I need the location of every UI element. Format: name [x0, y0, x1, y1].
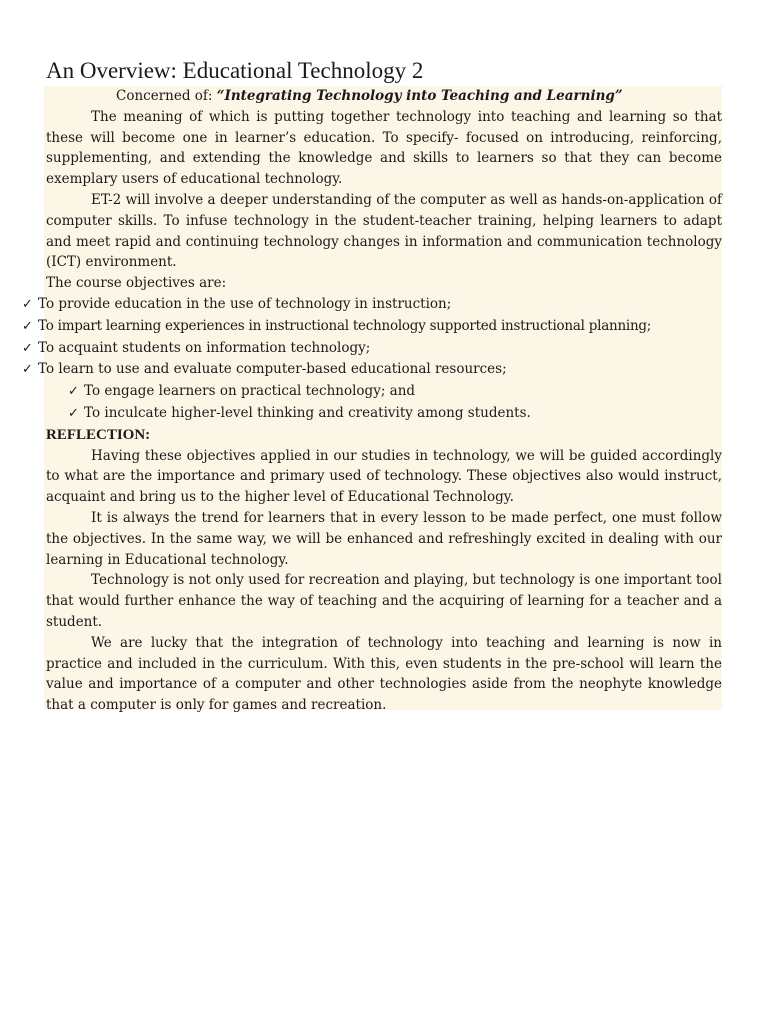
checkmark-icon: ✓	[68, 405, 79, 421]
checkmark-icon: ✓	[68, 384, 79, 400]
intro-paragraph: The meaning of which is putting together technology into teaching and learning so that these will become one in learner’s education. To specify- focused on introducing, reinforcing, supplementing, and extending the knowledge and skills to learners so that they can become exemplary users of educational technology.	[46, 108, 722, 188]
sub-objective-item	[68, 403, 722, 425]
objectives-list	[22, 294, 722, 425]
objective-text: To acquaint students on information technology;	[38, 339, 371, 356]
checkmark-icon: ✓	[22, 296, 33, 312]
reflection-paragraph: Technology is not only used for recreation and playing, but technology is one important tool that would further enhance the way of teaching and the acquiring of learning for a teacher and a student.	[46, 572, 722, 630]
sub-objective-text: To inculcate higher-level thinking and creativity among students.	[84, 404, 531, 421]
sub-objective-item	[68, 381, 722, 403]
objective-text: To impart learning experiences in instructional technology supported instructional planning;	[38, 317, 652, 334]
objectives-intro: The course objectives are:	[46, 275, 227, 292]
document-body	[22, 86, 722, 716]
checkmark-icon: ✓	[22, 340, 33, 356]
objective-text: To provide education in the use of technology in instruction;	[38, 295, 452, 312]
reflection-paragraph: We are lucky that the integration of technology into teaching and learning is now in practice and included in the curriculum. With this, even students in the pre-school will learn the value and importance of a computer and other technologies aside from the neophyte knowledge that a computer is only for games and recreation.	[46, 634, 722, 714]
objective-item	[22, 294, 722, 316]
checkmark-icon: ✓	[22, 318, 33, 334]
checkmark-icon: ✓	[22, 362, 33, 378]
objective-item	[22, 359, 722, 381]
concern-quote: “Integrating Technology into Teaching and Learning”	[216, 88, 623, 104]
document-title: An Overview: Educational Technology 2	[46, 58, 424, 83]
sub-objective-text: To engage learners on practical technology; and	[84, 383, 416, 400]
reflection-paragraph: Having these objectives applied in our studies in technology, we will be guided accordingly to what are the importance and primary used of technology. These objectives also would instruct, acquaint and bring us to the higher level of Educational Technology.	[46, 447, 722, 506]
concern-line	[46, 86, 722, 107]
intro-paragraph: ET-2 will involve a deeper understanding of the computer as well as hands-on-application of computer skills. To infuse technology in the student-teacher training, helping learners to adapt and meet rapid and continuing technology changes in information and communication technology (ICT) environment.	[46, 191, 722, 271]
reflection-paragraph: It is always the trend for learners that in every lesson to be made perfect, one must follow the objectives. In the same way, we will be enhanced and refreshingly excited in dealing with our learning in Educational technology.	[46, 509, 722, 568]
objective-item	[22, 316, 722, 338]
reflection-heading: REFLECTION:	[46, 426, 151, 443]
concern-prefix: Concerned of:	[116, 88, 217, 104]
objective-text: To learn to use and evaluate computer-based educational resources;	[38, 361, 507, 378]
objective-item	[22, 338, 722, 360]
